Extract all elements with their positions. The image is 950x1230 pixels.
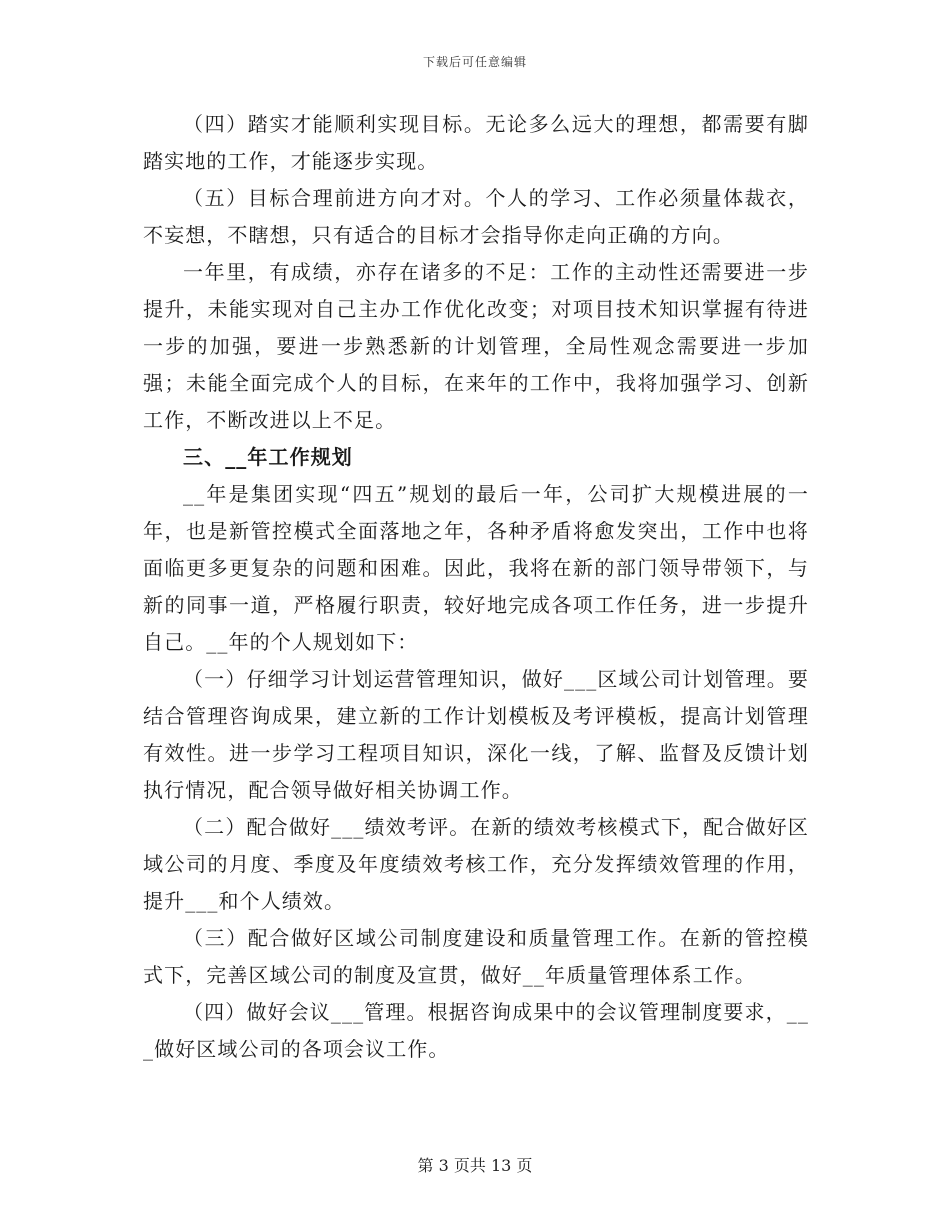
page-number: 第 3 页共 13 页 — [417, 1156, 533, 1175]
paragraph-plan-three: （三）配合做好区域公司制度建设和质量管理工作。在新的管控模式下，完善区域公司的制度及宣贯，做好__年质量管理体系工作。 — [143, 926, 809, 987]
header-note: 下载后可任意编辑 — [422, 55, 527, 69]
document-body — [143, 106, 809, 1068]
section-heading-work-plan: 三、__年工作规划 — [183, 445, 353, 469]
paragraph-plan-one: （一）仔细学习计划运营管理知识，做好___区域公司计划管理。要结合管理咨询成果，建立新的工作计划模板及考评模板，提高计划管理有效性。进一步学习工程项目知识，深化一线，了解、监督及反馈计划执行情况，配合领导做好相关协调工作。 — [143, 667, 809, 802]
paragraph-plan-two: （二）配合做好___绩效考评。在新的绩效考核模式下，配合做好区域公司的月度、季度及年度绩效考核工作，充分发挥绩效管理的作用，提升___和个人绩效。 — [143, 815, 809, 913]
paragraph-shortcomings: 一年里，有成绩，亦存在诸多的不足：工作的主动性还需要进一步提升，未能实现对自己主办工作优化改变；对项目技术知识掌握有待进一步的加强，要进一步熟悉新的计划管理，全局性观念需要进一步加强；未能全面完成个人的目标，在来年的工作中，我将加强学习、创新工作，不断改进以上不足。 — [143, 260, 809, 432]
paragraph-goal-four: （四）踏实才能顺利实现目标。无论多么远大的理想，都需要有脚踏实地的工作，才能逐步实现。 — [143, 112, 809, 173]
paragraph-plan-intro: __年是集团实现“四五”规划的最后一年，公司扩大规模进展的一年，也是新管控模式全面落地之年，各种矛盾将愈发突出，工作中也将面临更多更复杂的问题和困难。因此，我将在新的部门领导带领下，与新的同事一道，严格履行职责，较好地完成各项工作任务，进一步提升自己。__年的个人规划如下： — [143, 482, 809, 654]
paragraph-goal-five: （五）目标合理前进方向才对。个人的学习、工作必须量体裁衣，不妄想，不瞎想，只有适合的目标才会指导你走向正确的方向。 — [143, 186, 809, 247]
paragraph-plan-four: （四）做好会议___管理。根据咨询成果中的会议管理制度要求，___做好区域公司的各项会议工作。 — [143, 1000, 809, 1061]
